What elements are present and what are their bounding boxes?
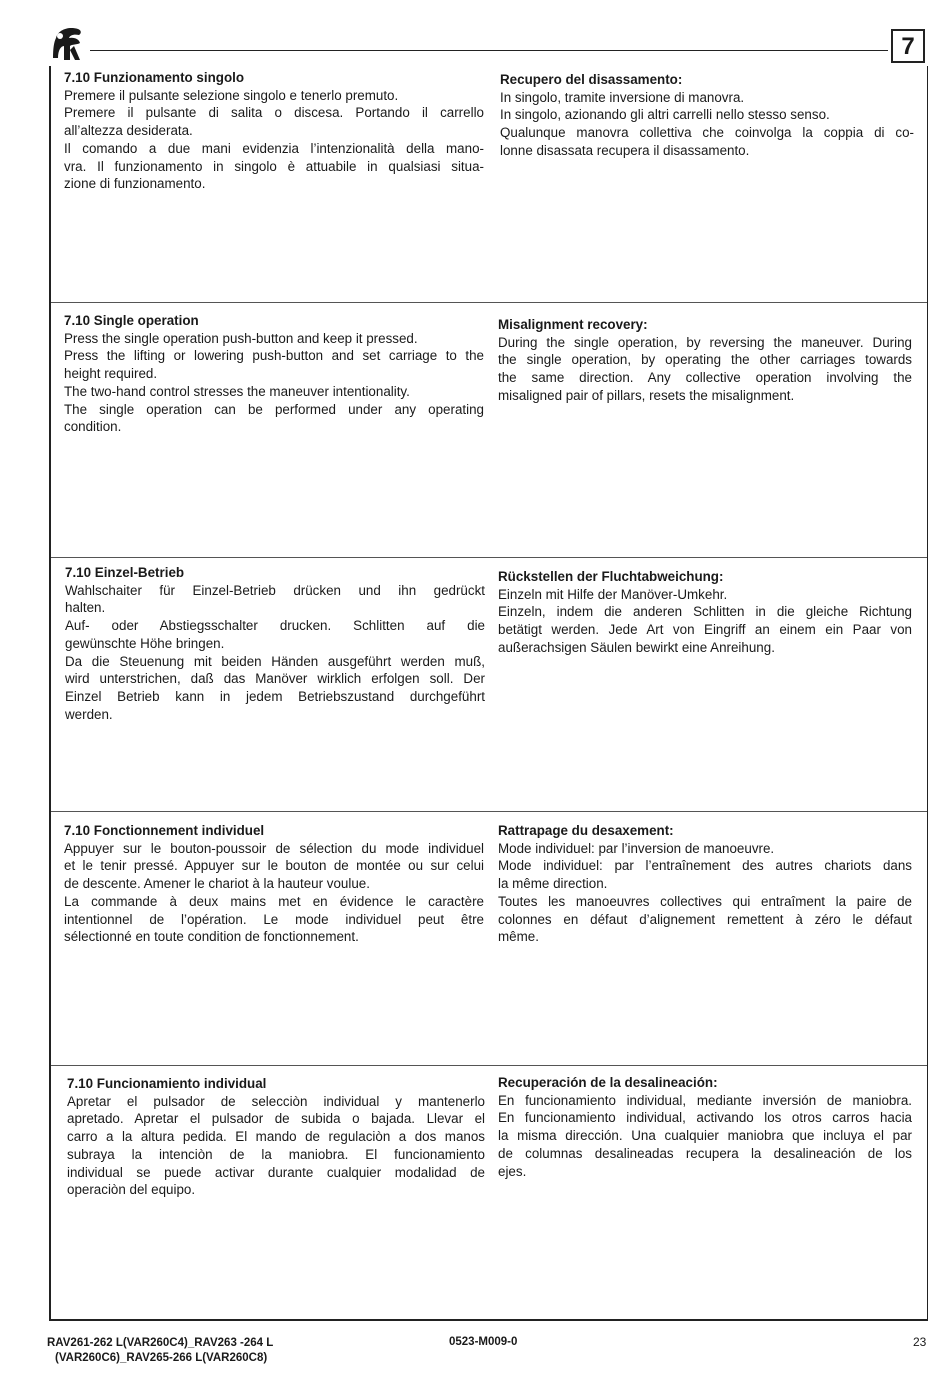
right-column [498,568,912,657]
right-column [500,71,914,160]
text-line: misaligned pair of pillars, resets the misalignment. [498,387,795,403]
text-line: Einzeln, indem die anderen Schlitten in die gleiche Richtung [498,604,912,620]
text-line: the single operation, by operating the other carriages towards [498,352,912,368]
text-line: betätigt werden. Jede Art von Eingriff an einem ein Paar von [498,622,912,638]
text-line: Premere il pulsante di salita o discesa. Portando il carrello [64,105,484,121]
footer-model-line: RAV261-262 L(VAR260C4)_RAV263 -264 L [47,1337,274,1349]
text-line: werden. [65,706,113,722]
right-column [498,1074,912,1180]
section-german [51,557,927,811]
section-heading: Rattrapage du desaxement: [498,823,674,838]
text-line: la misma dirección. Una cualquier maniobra que incluya el par [498,1128,912,1144]
section-french [51,811,927,1065]
section-heading: 7.10 Funcionamiento individual [67,1076,267,1091]
text-line: the same direction. Any collective operation involving the [498,370,912,386]
text-line: La commande à deux mains met en évidence le caractère [64,893,484,909]
text-line: all’altezza desiderata. [64,123,193,139]
left-column [67,1075,485,1199]
text-line: de descente. Amener le chariot à la hauteur voulue. [64,876,370,892]
text-line: Il comando a due mani evidenzia l’intenzionalità della mano- [64,140,484,156]
text-line: En funcionamiento individual, activando los otros carros hacia [498,1110,912,1126]
text-line: Press the single operation push-button and keep it pressed. [64,330,418,346]
text-line: intentionnel de l’opération. Le mode individuel peut être [64,911,484,927]
footer-doc-code: 0523-M009-0 [449,1336,518,1348]
right-column [498,822,912,946]
text-line: condition. [64,419,122,435]
content-frame [49,66,928,1321]
page-number: 23 [913,1335,927,1349]
text-line: The single operation can be performed under any operating [64,401,484,417]
text-line: individual se puede activar durante cualquier modalidad de [67,1164,485,1180]
section-heading: 7.10 Fonctionnement individuel [64,823,265,838]
section-heading: 7.10 Funzionamento singolo [64,70,245,85]
left-column [65,564,485,723]
text-line: gewünschte Höhe bringen. [65,635,225,651]
text-line: Toutes les manoeuvres collectives qui entraîment la paire de [498,893,912,909]
text-line: Einzeln mit Hilfe der Manöver-Umkehr. [498,586,728,602]
text-line: carro a la altura pedida. El mando de regulaciòn a dos manos [67,1129,485,1145]
text-line: En funcionamiento individual, mediante inversión de maniobra. [498,1092,912,1108]
text-line: de columnas desalineadas recupera la desalineación de los [498,1145,912,1161]
text-line: Wahlschaiter für Einzel-Betrieb drücken und ihn gedrückt [65,582,485,598]
text-line: ejes. [498,1163,527,1179]
text-line: Press the lifting or lowering push-button and set carriage to the [64,348,484,364]
text-line: Da die Steuenung mit beiden Händen ausgeführt werden muß, [65,653,485,669]
left-column [64,822,484,946]
section-english [51,302,927,557]
text-line: halten. [65,600,106,616]
text-line: Appuyer sur le bouton-poussoir de sélection du mode individuel [64,840,484,856]
text-line: et le tenir pressé. Appuyer sur le bouton de montée ou sur celui [64,858,484,874]
text-line: zione di funzionamento. [64,176,206,192]
text-line: colonnes en défaut d’alignement remettent à zéro le défaut [498,911,912,927]
text-line: subraya la intenciòn de la maniobra. El funcionamiento [67,1146,485,1162]
text-line: Auf- oder Abstiegsschalter drucken. Schlitten auf die [65,618,485,634]
text-line: Qualunque manovra collettiva che coinvolga la coppia di co- [500,125,914,141]
section-heading: Recupero del disassamento: [500,72,683,87]
section-heading: 7.10 Single operation [64,313,199,328]
section-heading: 7.10 Einzel-Betrieb [65,565,185,580]
section-italian [51,66,927,302]
logo-icon [50,24,86,64]
text-line: außerachsigen Säulen bewirkt eine Anreihung. [498,639,775,655]
text-line: Apretar el pulsador de selecciòn individual y mantenerlo [67,1093,485,1109]
footer-model-codes [47,1336,273,1366]
section-spanish [51,1065,927,1319]
text-line: operaciòn del equipo. [67,1182,196,1198]
section-heading: Misalignment recovery: [498,317,648,332]
text-line: During the single operation, by reversing the maneuver. During [498,334,912,350]
footer-model-line: (VAR260C6)_RAV265-266 L(VAR260C8) [55,1352,268,1364]
chapter-number: 7 [891,29,925,63]
text-line: In singolo, tramite inversione di manovra. [500,89,745,105]
text-line: même. [498,929,539,945]
text-line: In singolo, azionando gli altri carrelli nello stesso senso. [500,107,830,123]
text-line: The two-hand control stresses the maneuver intentionality. [64,383,410,399]
section-heading: Rückstellen der Fluchtabweichung: [498,569,724,584]
text-line: Einzel Betrieb kann in jedem Betriebszustand durchgeführt [65,688,485,704]
left-column [64,69,484,193]
text-line: apretado. Apretar el pulsador de subida o bajada. Llevar el [67,1111,485,1127]
section-heading: Recuperación de la desalineación: [498,1075,718,1090]
text-line: height required. [64,366,158,382]
text-line: sélectionné en toute condition de fonctionnement. [64,929,359,945]
text-line: Premere il pulsante selezione singolo e tenerlo premuto. [64,87,399,103]
text-line: lonne disassata recupera il disassamento. [500,142,750,158]
header-rule [90,50,888,51]
text-line: vra. Il funzionamento in singolo è attuabile in qualsiasi situa- [64,158,484,174]
text-line: wird unterstrichen, daß das Manöver wirklich erfolgen soll. Der [65,671,485,687]
text-line: la même direction. [498,876,608,892]
left-column [64,312,484,436]
text-line: Mode individuel: par l’entraînement des autres chariots dans [498,858,912,874]
right-column [498,316,912,405]
text-line: Mode individuel: par l’inversion de manoeuvre. [498,840,775,856]
